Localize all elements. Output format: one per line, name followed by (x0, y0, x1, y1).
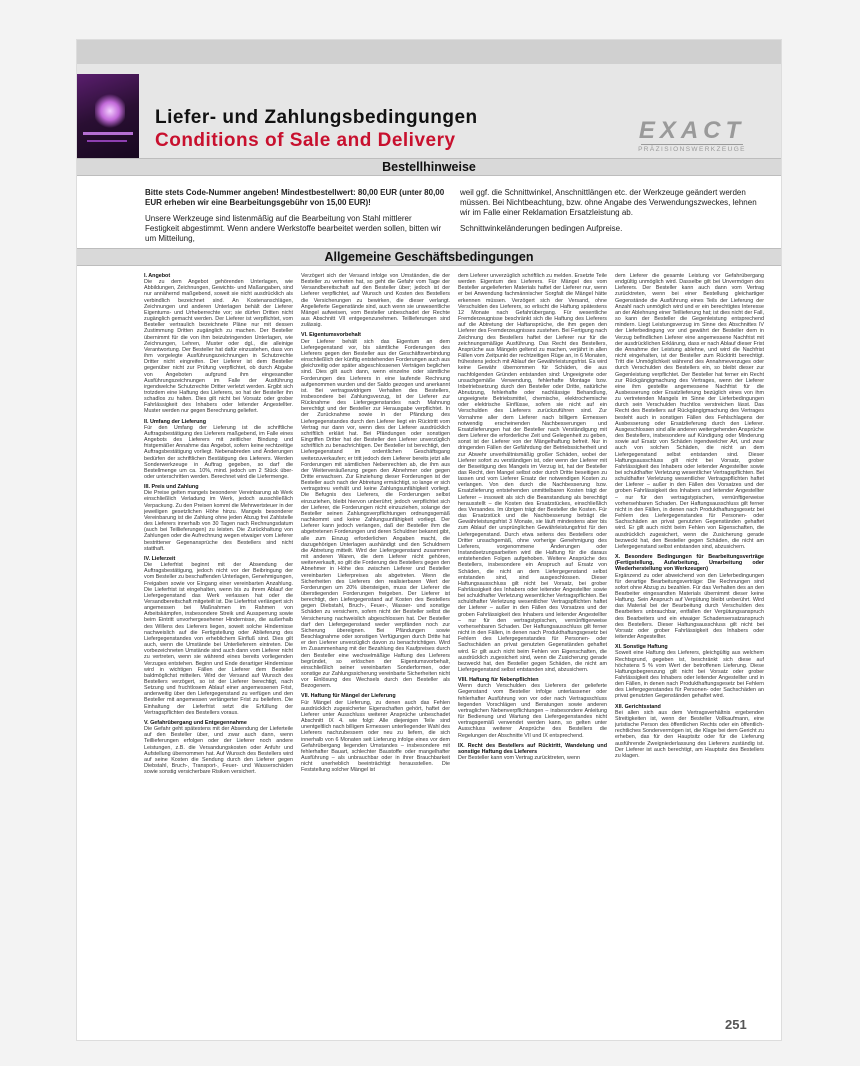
clause-heading: X. Besondere Bedingungen für Bearbeitungsverträge (Fertigstellung, Aufarbeitung, Umarbeitung oder Wiederherstellung von Werkzeugen) (615, 554, 764, 573)
clause-heading: V. Gefahrübergang und Entgegennahme (144, 719, 247, 726)
header-band (77, 64, 781, 169)
terms-column-3 (458, 273, 607, 1013)
order-notes-paragraph-1: Unsere Werkzeuge sind listenmäßig auf die Bearbeitung von Stahl mittlerer Festigkeit abgestimmt. Wenn andere Werkstoffe bearbeitet werden sollen, bitten wir um Mitteilung, (145, 214, 442, 243)
clause-heading: IV. Lieferzeit (144, 555, 176, 562)
clause-heading: XII. Gerichtsstand (615, 703, 661, 710)
clause-text: Für Mängel der Lieferung, zu denen auch das Fehlen ausdrücklich zugesicherter Eigenschaften gehört, haftet der Lieferer unter Ausschluss weiterer Ansprüche unbeschadet Abschnitt IX 4. wie folgt: Alle diejenigen Teile sind unentgeltlich nach billigem Ermessen unterliegender Wahl des Lieferers nachzubessern oder neu zu liefern, die sich innerhalb von 6 Monaten seit Lieferung infolge eines vor dem Gefahrübergang liegenden Umstandes – insbesondere mit fehlerhafter Bauart, schlechter Baustoffe oder mangelhafter Ausführung – als unbrauchbar oder in ihrer Brauchbarkeit nicht unerheblich beeinträchtigt herausstellen. Die Feststellung solcher Mängel ist (301, 699, 450, 774)
title-english: Conditions of Sale and Delivery (155, 130, 456, 151)
clause-text: dem Lieferer die gesamte Leistung vor Gefahrübergang endgültig unmöglich wird. Dasselbe gilt bei Unvermögen des Lieferers. Der Besteller kann auch dann vom Vertrag zurücktreten, wenn bei einer Bestellung gleichartiger Gegenstände die Ausführung eines Teils der Lieferung der Anzahl nach unmöglich wird und er ein berechtigtes Interesse an der Ablehnung einer Teillieferung hat; ist dies nicht der Fall, so kann der Besteller die Gegenleistung entsprechend mindern. Liegt Leistungsverzug im Sinne des Abschnittes IV der Lieferbedingung vor und gewährt der Besteller dem in Verzug befindlichen Lieferer eine angemessene Nachfrist mit der ausdrücklichen Erklärung, dass er nach Ablauf dieser Frist die Annahme der Leistung ablehne, und wird die Nachfrist nicht eingehalten, ist der Besteller zum Rücktritt berechtigt. Tritt die Unmöglichkeit während des Annahmeverzuges oder durch Verschulden des Bestellers ein, so bleibt dieser zur Gegenleistung verpflichtet. Der Besteller hat ferner ein Recht zur Rückgängigmachung des Vertrages, wenn der Lieferer eine ihm gestellte angemessene Nachfrist für die Ausbesserung oder Ersatzlieferung bezüglich eines von ihm zu vertretenden Mangels im Sinne der Lieferbedingungen durch sein Verschulden fruchtlos verstreichen lässt. Das Recht des Bestellers auf Rückgängigmachung des Vertrages besteht auch in sonstigen Fällen des Fehlschlagens der Ausbesserung oder Ersatzlieferung durch den Lieferer. Ausgeschlossen sind alle anderen weitergehenden Ansprüche des Bestellers, insbesondere auf Kündigung oder Minderung sowie auf Ersatz von Schäden irgendwelcher Art, und zwar auch von solchen Schäden, die nicht an dem Liefergegenstand selbst entstanden sind. Dieser Haftungsausschluss gilt nicht bei Vorsatz, grober Fahrlässigkeit des Inhabers oder leitender Angestellter sowie bei schuldhafter Verletzung wesentlicher Vertragspflichten. Bei schuldhafter Verletzung wesentlicher Vertragspflichten haftet der Lieferer – außer in den Fällen des Vorsatzes und der groben Fahrlässigkeit des Inhabers und leitender Angestellter – nur für den vertragstypischen, vernünftigerweise vorhersehbaren Schaden. Der Haftungsausschluss gilt ferner nicht in den Fällen, in denen nach Produkthaftungsgesetz bei Fehlern des Liefergegenstandes für Personen- oder Sachschäden an privat genutzten Gegenständen gehaftet wird. Er gilt auch nicht beim Fehlen von Eigenschaften, die ausdrücklich zugesichert, wenn die Zusicherung gerade bezweckt hat, den Besteller gegen Schäden, die nicht am Liefergegenstand selbst entstanden sind, abzusichern. (615, 273, 764, 550)
logo-wordmark: EXACT (638, 117, 746, 144)
title-german: Liefer- und Zahlungsbedingungen (155, 107, 478, 128)
clause-text: Soweit eine Haftung des Lieferers, gleichgültig aus welchem Rechtsgrund, gegeben ist, beschränkt sich diese auf höchstens 5 % vom Wert der betroffenen Lieferung. Diese Haftungsbegrenzung gilt nicht bei Vorsatz oder grober Fahrlässigkeit des Inhabers oder leitender Angestellter und in den Fällen, in denen nach Produkthaftungsgesetz bei Fehlern des Liefergegenstandes für Personen- oder Sachschäden an privat genutzten Gegenständen gehaftet wird. (615, 650, 764, 700)
clause-text: Der Besteller kann vom Vertrag zurücktreten, wenn (458, 755, 580, 762)
order-notes-bold: Bitte stets Code-Nummer angeben! Mindestbestellwert: 80,00 EUR (unter 80,00 EUR erheben wir eine Bearbeitungsgebühr von 15,00 EUR)! (145, 188, 445, 207)
order-notes-paragraph-2: weil ggf. die Schnittwinkel, Anschnittlängen etc. der Werkzeuge geändert werden müssen. Bei Nichtbeachtung, bzw. ohne Angabe des Verwendungszweckes, lehnen wir im Falle einer Reklamation Ersatzleistung ab. (460, 188, 757, 217)
clause-heading: VIII. Haftung für Nebenpflichten (458, 677, 539, 684)
top-strip (77, 40, 781, 64)
header-photo (77, 74, 139, 166)
clause-heading: I. Angebot (144, 273, 171, 279)
order-notes-right (460, 188, 760, 240)
clause-text: Die Preise gelten mangels besonderer Vereinbarung ab Werk einschließlich Verladung im Werk, jedoch ausschließlich Verpackung. Zu den Preisen kommt die Mehrwertsteuer in der jeweiligen gesetzlichen Höhe hinzu. Mangels besonderer Vereinbarung ist die Zahlung ohne jeden Abzug frei Zahlstelle des Lieferers innerhalb von 30 Tagen nach Rechnungsdatum (auch bei Teillieferungen) zu leisten. Die Zurückhaltung von Zahlungen oder die Aufrechnung wegen etwaiger vom Lieferer bestrittener Gegenansprüche des Bestellers sind nicht statthaft. (144, 490, 293, 552)
clause-text: Bei allen sich aus dem Vertragsverhältnis ergebenden Streitigkeiten ist, wenn der Besteller Vollkaufmann, eine juristische Person des öffentlichen Rechts oder ein öffentlich-rechtliches Sondervermögen ist, die Klage bei dem Gericht zu erheben, das für den Hauptsitz oder für die Lieferung ausführende Zweigniederlassung des Lieferers zuständig ist. Der Lieferer ist auch berechtigt, am Hauptsitz des Bestellers zu klagen. (615, 709, 764, 759)
clause-text: Der Lieferer behält sich das Eigentum an dem Liefergegenstand vor, bis sämtliche Forderungen des Lieferers gegen den Besteller aus der Geschäftsverbindung einschließlich der künftig entstehenden Forderungen auch aus gleichzeitig oder später abgeschlossenen Verträgen beglichen sind. Dies gilt auch dann, wenn einzelne oder sämtliche Forderungen des Lieferers in eine laufende Rechnung aufgenommen wurden und der Saldo gezogen und anerkannt ist. Bei vertragswidrigem Verhalten des Bestellers, insbesondere bei Zahlungsverzug, ist der Lieferer zur Rücknahme des Liefergegenstandes nach Mahnung berechtigt und der Besteller zur Herausgabe verpflichtet. In der Zurücknahme sowie in der Pfändung des Liefergegenstandes durch den Lieferer liegt ein Rücktritt vom Vertrag nur dann vor, wenn dies der Lieferer ausdrücklich schriftlich erklärt hat. Bei Pfändungen oder sonstigen Eingriffen Dritter hat der Besteller den Lieferer unverzüglich schriftlich zu benachrichtigen. Der Besteller ist berechtigt, den Liefergegenstand im ordentlichen Geschäftsgang weiterzuverkaufen; er tritt jedoch dem Lieferer bereits jetzt alle Forderungen mit sämtlichen Nebenrechten ab, die ihm aus der Weiterveräußerung gegen den Abnehmer oder gegen Dritte erwachsen. Zur Einziehung dieser Forderungen ist der Besteller auch nach der Abtretung ermächtigt, so lange er sich vertragstreu verhält und keine Zahlungsunfähigkeit vorliegt. Die Befugnis des Lieferers, die Forderungen selbst einzuziehen, bleibt hiervon unberührt; jedoch verpflichtet sich der Lieferer, die Forderungen nicht einzuziehen, solange der Besteller seinen Zahlungsverpflichtungen ordnungsgemäß nachkommt und keine Zahlungsunfähigkeit vorliegt. Der Lieferer kann jedoch verlangen, daß der Besteller ihm die abgetretenen Forderungen und deren Schuldner bekannt gibt, alle zum Einzug erforderlichen Angaben macht, die dazugehörigen Unterlagen aushändigt und den Schuldnern die Abtretung mitteilt. Wird der Liefergegenstand zusammen mit anderen Waren, die dem Lieferer nicht gehören, weiterverkauft, so gilt die Forderung des Bestellers gegen den Abnehmer in Höhe des zwischen Lieferer und Besteller vereinbarten Lieferpreises als abgetreten. Wenn die Sicherheiten des Lieferers den realisierbaren Wert der Forderungen um 20% übersteigen, muss der Lieferer die überstiegenden Forderungen freigeben. Der Lieferer ist berechtigt, den Liefergegenstand auf Kosten des Bestellers gegen Diebstahl, Bruch-, Feuer-, Wasser- und sonstige Schäden zu versichern, sofern nicht der Besteller selbst die Versicherung nachweislich abgeschlossen hat. Der Besteller darf den Liefergegenstand weder verpfänden noch zur Sicherung übereignen. Bei Pfändungen sowie Beschlagnahme oder sonstigen Verfügungen durch Dritte hat er den Lieferer unverzüglich davon zu benachrichtigen. Wird im Zusammenhang mit der Bezahlung des Kaufpreises durch den Besteller eine wechselmäßige Haftung des Lieferers begründet, so erlöschen der Eigentumsvorbehalt, einschließlich seiner vereinbarten Sonderformen, oder sonstige zur Zahlungssicherung vereinbarte Sicherheiten nicht vor Einlösung des Wechsels durch den Besteller als Bezogenem. (301, 338, 450, 690)
clause-heading: IX. Recht des Bestellers auf Rücktritt, Wandelung und sonstige Haftung des Lieferers (458, 742, 607, 755)
section-heading-agb: Allgemeine Geschäftsbedingungen (77, 248, 781, 266)
clause-text: Für den Umfang der Lieferung ist die schriftliche Auftragsbestätigung des Lieferers maßgebend, im Falle eines Angebots des Lieferers mit zeitlicher Bindung und fristgemäßer Annahme das Angebot, sofern keine rechtzeitige Auftragsbestätigung vorliegt. Nebenabreden und Änderungen bedürfen der schriftlichen Bestätigung des Lieferers. Werden Sonderwerkzeuge in Auftrag gegeben, so darf die Bestellmenge um ca. 10%, mind. jedoch um 2 Stück über- oder unterschritten werden. Berechnet wird die Liefermenge. (144, 424, 293, 480)
clause-text: Ergänzend zu oder abweichend von den Lieferbedingungen für derartige Bearbeitungsverträge: Die Rechnungen sind sofort ohne Abzug zu bezahlen. Für das Verhalten des an den Bearbeiter eingesandten Materials übernimmt dieser keine Haftung. Sein Anspruch auf Vergütung bleibt unberührt. Wird das Material bei der Bearbeitung durch Verschulden des Bearbeiters unbrauchbar, entfallen der Vergütungsanspruch des Bearbeiters und ein etwaiger Schadensersatzanspruch des Bestellers. Dieser Haftungsausschluss gilt nicht bei Vorsatz oder grober Fahrlässigkeit des Inhabers oder leitender Angestellter. (615, 572, 764, 641)
clause-text: Verzögert sich der Versand infolge von Umständen, die der Besteller zu vertreten hat, so geht die Gefahr vom Tage der Versandbereitschaft auf den Besteller über; jedoch ist der Lieferer verpflichtet, auf Wunsch und Kosten des Bestellers die Versicherungen zu bewirken, die dieser verlangt. Angelieferte Gegenstände sind, auch wenn sie unwesentliche Mängel aufweisen, vom Besteller unbeschadet der Rechte aus Abschnitt VII entgegenzunehmen. Teillieferungen sind zulässig. (301, 273, 450, 329)
section-heading-bestellhinweise: Bestellhinweise (77, 158, 781, 176)
logo-subtitle: PRÄZISIONSWERKZEUGE (638, 146, 746, 153)
clause-text: Wenn durch Verschulden des Lieferers der gelieferte Gegenstand vom Besteller infolge unterlassener oder fehlerhafter Ausführung von vor oder nach Vertragsschluss liegenden Vorschlägen und Beratungen sowie anderen vertraglichen Nebenverpflichtungen – insbesondere Anleitung für Bedienung und Wartung des Liefergegenstandes nicht vertragsgemäß verwendet werden kann, so gelten unter Ausschluss weiterer Ansprüche des Bestellers die Regelungen der Abschnitte VII und IX entsprechend. (458, 683, 607, 739)
terms-columns (144, 273, 764, 1013)
clause-text: dem Lieferer unverzüglich schriftlich zu melden. Ersetzte Teile werden Eigentum des Lieferers. Für Mängel des vom Besteller angelieferten Materials haftet der Lieferer nur, wenn er bei Anwendung fachmännischer Sorgfalt die Mängel hätte erkennen müssen. Verzögert sich der Versand, ohne Verschulden des Lieferers, so erlischt die Haftung spätestens 12 Monate nach Gefahrübergang. Für wesentliche Fremderzeugnisse beschränkt sich die Haftung des Lieferers auf die Abtretung der Haftansprüche, die ihm gegen den Lieferer des Fremderzeugnisses zustehen. Bei Fertigung nach Zeichnung des Bestellers haftet der Lieferer nur für die zeichnungsmäßige Ausführung. Das Recht des Bestellers, Ansprüche aus Mängeln geltend zu machen, verjährt in allen Fällen vom Zeitpunkt der rechtzeitigen Rüge an, in 6 Monaten, frühestens jedoch mit Ablauf der Gewährleistungsfrist. Es wird keine Gewähr übernommen für Schäden, die aus nachfolgenden Gründen entstanden sind: Ungeeignete oder unsachgemäße Verwendung, fehlerhafte Montage bzw. Inbetriebsetzung durch den Besteller oder Dritte, natürliche Abnutzung, fehlerhafte oder nachlässige Behandlung, ungeeignete Betriebsmittel, chemische, elektrochemische oder elektrische Einflüsse, sofern sie nicht auf ein Verschulden des Lieferers zurückzuführen sind. Zur Vornahme aller dem Lieferer nach billigem Ermessen notwendig erscheinenden Nachbesserungen und Ersatzlieferungen hat der Besteller nach Verständigung mit dem Lieferer die erforderliche Zeit und Gelegenheit zu geben, sonst ist der Lieferer von der Mängelhaftung befreit. Nur in dringenden Fällen der Gefährdung der Betriebssicherheit und zur Abwehr unverhältnismäßig großer Schäden, wobei der Lieferer sofort zu verständigen ist, oder wenn der Lieferer mit der Beseitigung des Mangels im Verzug ist, hat der Besteller das Recht, den Mangel selbst oder durch Dritte beseitigen zu lassen und vom Lieferer Ersatz der notwendigen Kosten zu verlangen. Von den durch die Nachbesserung bzw. Ersatzlieferung entstehenden unmittelbaren Kosten trägt der Lieferer – insoweit als sich die Beanstandung als berechtigt herausstellt – die Kosten des Ersatzstückes, einschließlich des Versandes. Im übrigen trägt der Besteller die Kosten. Für das Ersatzstück und die Nachbesserung beträgt die Gewährleistungsfrist 3 Monate, sie läuft mindestens aber bis zum Ablauf der ursprünglichen Gewährleistungsfrist für den Liefergegenstand. Durch etwa seitens des Bestellers oder Dritter unsachgemäß, ohne vorherige Genehmigung des Lieferers, vorgenommene Änderungen oder Instandsetzungsarbeiten wird die Haftung für die daraus entstehenden Folgen aufgehoben. Weitere Ansprüche des Bestellers, insbesondere ein Anspruch auf Ersatz von Schäden, die nicht an dem Liefergegenstand selbst entstanden sind, sind ausgeschlossen. Dieser Haftungsausschluss gilt nicht bei Vorsatz, bei grober Fahrlässigkeit des Inhabers oder leitender Angestellter sowie bei schuldhafter Verletzung wesentlicher Vertragspflichten. Bei schuldhafter Verletzung wesentlicher Vertragspflichten haftet der Lieferer – außer in den Fällen des Vorsatzes und der groben Fahrlässigkeit des Inhabers und leitender Angestellter – nur für den vertragstypischen, vernünftigerweise vorhersehbaren Schaden. Der Haftungsausschluss gilt ferner nicht in den Fällen, in denen nach Produkthaftungsgesetz bei Fehlern des Liefergegenstandes für Personen- oder Sachschäden an privat genutzten Gegenständen gehaftet wird. Er gilt auch nicht beim Fehlen von Eigenschaften, die ausdrücklich zugesichert sind, wenn die Zusicherung gerade bezweckt hat, den Besteller gegen Schäden, die nicht am Liefergegenstand selbst entstanden sind, abzusichern. (458, 273, 607, 673)
clause-heading: XI. Sonstige Haftung (615, 644, 668, 651)
clause-text: Die Gefahr geht spätestens mit der Absendung der Lieferteile auf den Besteller über, und zwar auch dann, wenn Teillieferungen erfolgen oder der Lieferer noch andere Leistungen, z.B. die Versandungskosten oder Anfuhr und Aufstellung übernommen hat. Auf Wunsch des Bestellers wird auf seine Kosten die Sendung durch den Lieferer gegen Diebstahl, Bruch-, Transport-, Feuer- und Wasserschäden sowie sonstig versicherbare Risiken versichert. (144, 726, 293, 776)
order-notes-left (145, 188, 445, 250)
clause-heading: II. Umfang der Lieferung (144, 418, 206, 425)
order-notes-paragraph-3: Schnittwinkeländerungen bedingen Aufpreise. (460, 224, 623, 233)
clause-heading: VII. Haftung für Mängel der Lieferung (301, 693, 396, 700)
terms-column-2 (301, 273, 450, 1013)
page-number: 251 (725, 1017, 747, 1032)
clause-heading: III. Preis und Zahlung (144, 484, 199, 491)
clause-text: Die zu dem Angebot gehörenden Unterlagen, wie Abbildungen, Zeichnungen, Gewichts- und Maßangaben, sind nur annähernd maßgebend, soweit sie nicht ausdrücklich als verbindlich bezeichnet sind. An Kostenanschlägen, Zeichnungen und anderen Unterlagen behält der Lieferer Eigentums- und Urheberrechte vor; sie dürfen Dritten nicht zugänglich gemacht werden. Der Lieferer ist verpflichtet, vom Besteller vertraulich bezeichnete Pläne nur mit dessen Zustimmung Dritten zugänglich zu machen. Der Besteller übernimmt für die von ihm beizubringenden Unterlagen, wie Zeichnungen, Lehren, Muster oder dgl., die alleinige Verantwortung. Der Besteller hat dafür einzustehen, dass von ihm vorgelegte Ausführungszeichnungen in Schutzrechte Dritter nicht eingreifen. Der Lieferer ist dem Besteller gegenüber nicht zur Prüfung verpflichtet, ob durch Abgabe von Angeboten aufgrund ihm eingesandter Ausführungszeichnungen im Falle der Ausführung irgendwelche Schutzrechte Dritter verletzt werden. Ergibt sich trotzdem eine Haftung des Lieferers, so hat der Besteller ihn schadlos zu halten. Dies gilt nicht bei Vorsatz oder grober Fahrlässigkeit des Inhabers oder leitender Angestellter. Muster werden nur gegen Berechnung geliefert. (144, 279, 293, 415)
terms-column-4 (615, 273, 764, 1013)
clause-heading: VI. Eigentumsvorbehalt (301, 332, 361, 339)
exact-logo (637, 117, 747, 157)
terms-column-1 (144, 273, 293, 1013)
page-sheet (77, 40, 781, 1040)
clause-text: Die Lieferfrist beginnt mit der Absendung der Auftragsbestätigung, jedoch nicht vor der Beibringung der vom Besteller zu beschaffenden Unterlagen, Genehmigungen, Freigaben sowie vor Eingang einer vereinbarten Anzahlung. Die Lieferfrist ist eingehalten, wenn bis zu ihrem Ablauf der Liefergegenstand das Werk verlassen hat oder die Versandbereitschaft mitgeteilt ist. Die Lieferfrist verlängert sich angemessen bei Maßnahmen im Rahmen von Arbeitskämpfen, insbesondere Streik und Aussperrung sowie beim Eintritt unvorhergesehener Hindernisse, die außerhalb des Willens des Lieferers liegen, soweit solche Hindernisse nachweislich auf die Fertigstellung oder Ablieferung des Liefergegenstandes von erheblichem Einfluß sind. Dies gilt auch, wenn die Umstände bei Unterlieferern eintreten. Die vorbezeichneten Umstände sind auch dann vom Lieferer nicht zu vertreten, wenn sie während eines bereits vorliegenden Verzuges entstehen. Beginn und Ende derartiger Hindernisse wird in wichtigen Fällen der Lieferer dem Besteller baldmöglichst mitteilen. Wird der Versand auf Wunsch des Bestellers verzögert, so ist der Lieferer berechtigt, nach Setzung und fruchtlosem Ablauf einer angemessenen Frist, anderweitig über den Liefergegenstand zu verfügen und den Besteller mit angemessen verlängerter Frist zu beliefern. Die Einhaltung der Lieferfrist setzt die Erfüllung der Vertragspflichten des Bestellers voraus. (144, 562, 293, 716)
